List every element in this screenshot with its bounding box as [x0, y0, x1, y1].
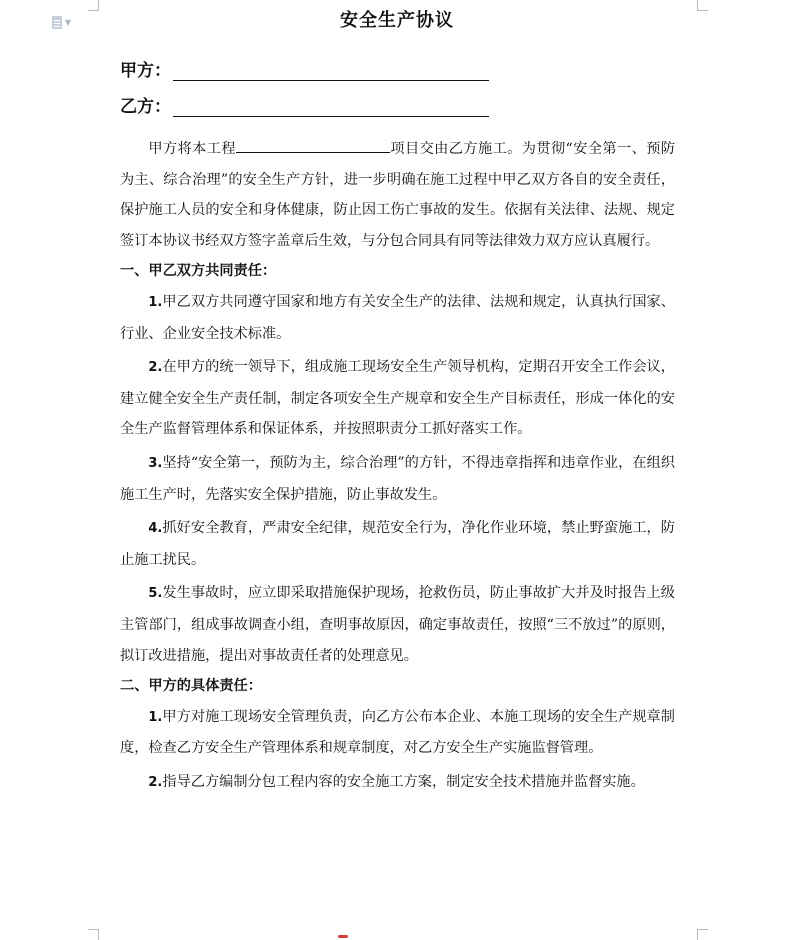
document-title: 安全生产协议 [340, 10, 454, 31]
section-2-item-1 [120, 702, 675, 764]
item-number: 2. [148, 774, 163, 790]
section-2-heading: 二、甲方的具体责任： [120, 678, 262, 695]
section-1-item-5 [120, 578, 675, 671]
party-a-label: 甲方： [120, 61, 171, 81]
intro-text-after: 项目交由乙方施工。为贯彻“安全第一、预防为主、综合治理”的安全生产方针，进一步明确在施工过程中甲乙双方各自的安全责任，保护施工人员的安全和身体健康，防止因工伤亡事故的发生。依据有关法律、法规、规定签订本协议书经双方签字盖章后生效，与分包合同具有同等法律效力双方应认真履行。 [120, 141, 675, 249]
document-body [120, 134, 675, 798]
party-b-blank-line [173, 98, 489, 117]
item-text: 甲方对施工现场安全管理负责，向乙方公布本企业、本施工现场的安全生产规章制度，检查乙方安全生产管理体系和规章制度，对乙方安全生产实施监督管理。 [120, 708, 675, 757]
item-text: 坚持“安全第一，预防为主，综合治理”的方针，不得违章指挥和违章作业，在组织施工生产时，先落实安全保护措施，防止事故发生。 [120, 454, 675, 503]
item-text: 抓好安全教育，严肃安全纪律，规范安全行为，净化作业环境，禁止野蛮施工，防止施工扰民。 [120, 520, 675, 568]
item-text: 指导乙方编制分包工程内容的安全施工方案，制定安全技术措施并监督实施。 [162, 773, 645, 790]
page-corner-bottom-right [697, 929, 708, 940]
item-number: 2. [148, 360, 163, 376]
item-number: 4. [148, 521, 163, 537]
section-1-item-1 [120, 287, 675, 349]
party-a-row [120, 56, 489, 81]
item-text: 甲乙双方共同遵守国家和地方有关安全生产的法律、法规和规定，认真执行国家、行业、企业安全技术标准。 [120, 293, 675, 342]
item-number: 3. [148, 455, 163, 471]
item-number: 1. [148, 709, 163, 725]
item-number: 1. [148, 294, 163, 310]
section-1-heading: 一、甲乙双方共同责任： [120, 263, 277, 280]
section-2-item-2 [120, 767, 675, 799]
item-text: 发生事故时，应立即采取措施保护现场，抢救伤员，防止事故扩大并及时报告上级主管部门，组成事故调查小组，查明事故原因，确定事故责任，按照“三不放过”的原则，拟订改进措施，提出对事故责任者的处理意见。 [120, 585, 675, 664]
section-1-item-4 [120, 513, 675, 575]
page-corner-bottom-left [88, 929, 99, 940]
item-number: 5. [148, 586, 163, 602]
intro-paragraph [120, 134, 675, 256]
section-1-item-3 [120, 448, 675, 510]
item-text: 在甲方的统一领导下，组成施工现场安全生产领导机构，定期召开安全工作会议，建立健全安全生产责任制，制定各项安全生产规章和安全生产目标责任，形成一体化的安全生产监督管理体系和保证体系，并按照职责分工抓好落实工作。 [120, 359, 675, 438]
party-b-row [120, 92, 489, 117]
red-marker [338, 935, 348, 938]
section-1-item-2 [120, 352, 675, 445]
party-a-blank-line [173, 62, 489, 81]
intro-text-before: 甲方将本工程 [148, 141, 236, 157]
party-b-label: 乙方： [120, 97, 171, 117]
project-name-blank [236, 138, 390, 153]
chevron-down-icon: ▼ [65, 17, 72, 27]
